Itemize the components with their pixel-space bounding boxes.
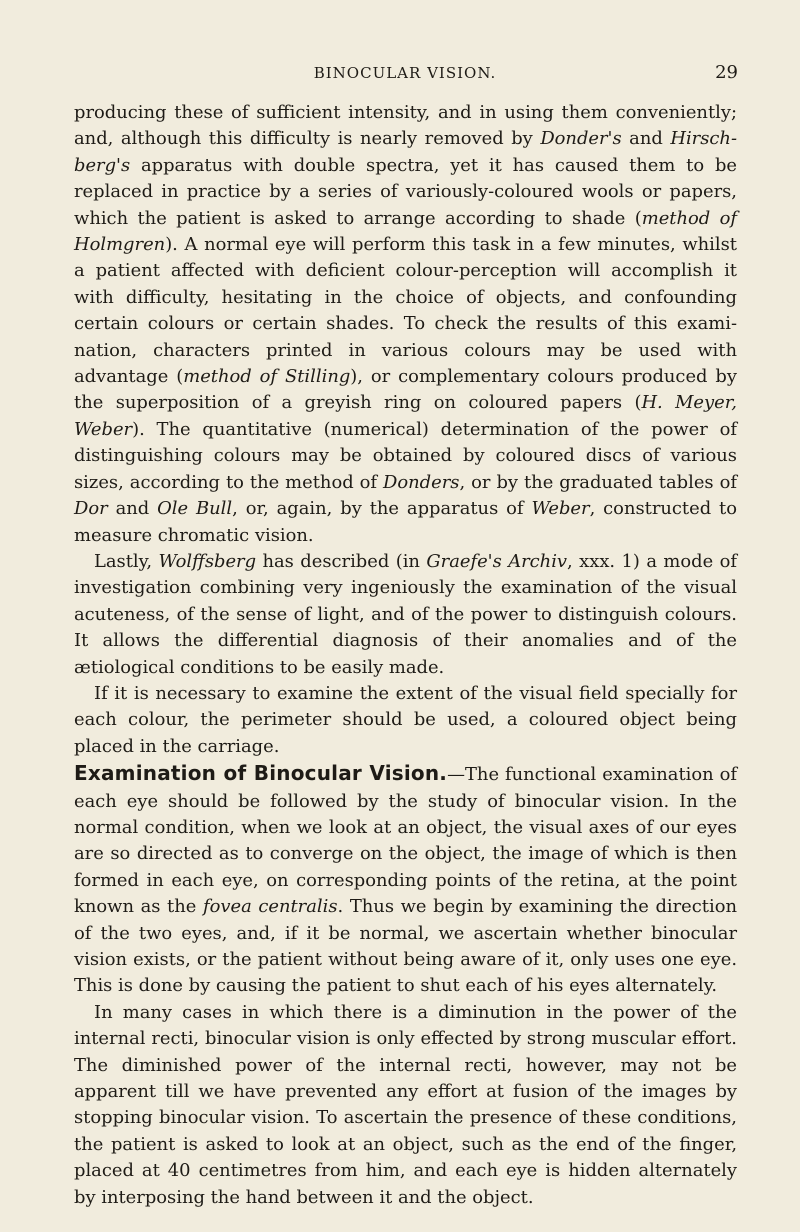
text-run: ). The quantitative (numerical) determination of the power of distinguishing colours may be obtained by coloured discs of various sizes, according to the method of xyxy=(74,418,737,493)
running-title: BINOCULAR VISION. xyxy=(313,64,497,82)
italic-run: Weber xyxy=(531,498,590,520)
text-run: , xxx. 1) a mode of investigation combining very ingeniously the examination of the visual acuteness, of the sense of light, and of the power to distinguish colours. It allows the differential diagnosis of their anomalies and of the ætiological conditions to be easily made. xyxy=(74,550,738,678)
text-run: apparatus with double spectra, yet it has caused them to be replaced in practice by a series of variously-coloured wools or papers, which the patient is asked to arrange according to shade ( xyxy=(74,154,737,229)
italic-run: method of Stilling xyxy=(183,366,351,388)
italic-run: Dor xyxy=(74,498,108,520)
text-run: producing these of sufficient intensity, and in using them conveniently; and, although this difficulty is nearly removed by xyxy=(74,102,737,150)
text-run: . Thus we begin by examining the direction of the two eyes, and, if it be normal, we ascertain whether binocular vision exists, or the patient without being aware of it, only uses one eye. This is done by causing the patient to shut each of his eyes alternately. xyxy=(74,896,737,997)
italic-run: method of Holmgren xyxy=(74,207,738,256)
text-run: , or by the graduated tables of xyxy=(459,471,737,493)
text-run: If it is necessary to examine the extent of the visual field specially for each colour, the perimeter should be used, a coloured object being placed in the carriage. xyxy=(74,682,737,757)
text-run: has described (in xyxy=(256,550,427,572)
paragraph xyxy=(74,549,737,681)
paragraph xyxy=(74,100,737,549)
paragraph xyxy=(74,1000,737,1211)
page-number: 29 xyxy=(715,62,738,83)
italic-run: Donders xyxy=(383,471,460,493)
text-run: ), or complementary colours produced by the superposition of a greyish ring on coloured papers ( xyxy=(74,366,737,414)
text-run: In many cases in which there is a diminution in the power of the internal recti, binocular vision is only effected by strong muscular effort. The diminished power of the internal recti, however, may not be apparent till we have prevented any effort at fusion of the images by stopping binocular vision. To ascertain the presence of these conditions, the patient is asked to look at an object, such as the end of the finger, placed at 40 centimetres from him, and each eye is hidden alternately by interposing the hand between it and the object. xyxy=(74,1001,737,1208)
body-text xyxy=(74,100,737,1211)
section-heading: Examination of Binocular Vision. xyxy=(74,761,448,786)
text-run: —The functional examination of each eye should be followed by the study of binocular vision. In the normal condition, when we look at an object, the visual axes of our eyes are so directed as to converge on the object, the image of which is then formed in each eye, on corresponding points of the retina, at the point known as the xyxy=(74,764,737,918)
running-head xyxy=(70,64,740,94)
text-run: and xyxy=(621,128,671,150)
italic-run: fovea centralis xyxy=(202,896,338,918)
italic-run: H. Meyer, Weber xyxy=(74,392,737,440)
text-run: and xyxy=(107,498,158,520)
text-run: , or, again, by the apparatus of xyxy=(232,498,532,520)
paragraph xyxy=(74,681,737,760)
italic-run: Donder's xyxy=(540,128,622,150)
text-run: Lastly, xyxy=(94,550,159,572)
text-run: ). A normal eye will perform this task in a few minutes, whilst a patient affected with deficient colour-perception will accomplish it with difficulty, hesitating in the choice of objects, and confounding certain colours or certain shades. To check the results of this examination, characters printed in various colours may be used with advantage ( xyxy=(74,234,737,388)
text-run: , constructed to measure chromatic vision. xyxy=(74,498,738,546)
paragraph xyxy=(74,760,737,1000)
italic-run: Wolffsberg xyxy=(158,550,257,572)
italic-run: Graefe's Archiv xyxy=(426,550,568,572)
italic-run: Ole Bull xyxy=(157,498,233,520)
italic-run: Hirschberg's xyxy=(74,128,737,176)
